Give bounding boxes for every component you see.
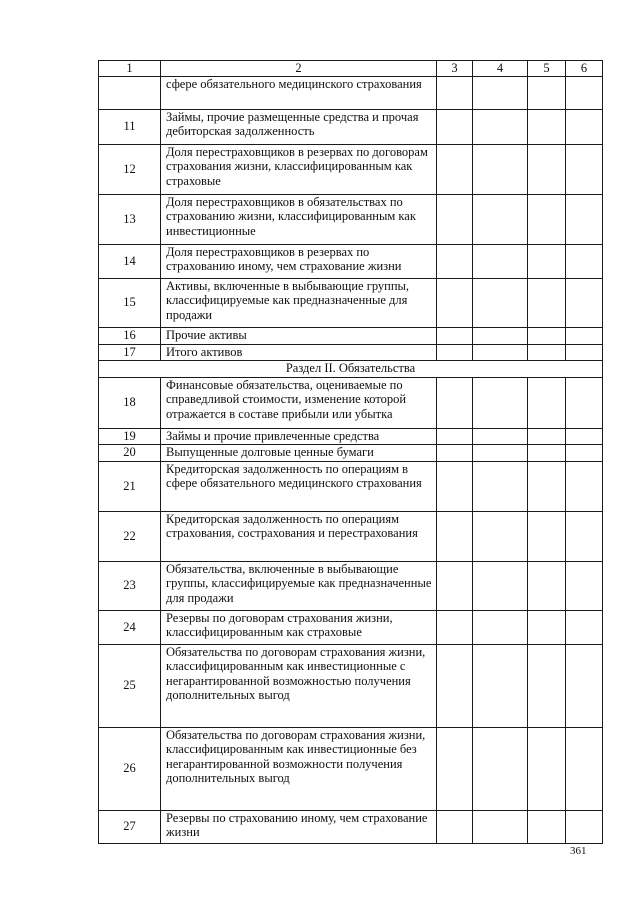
- table-row: [99, 327, 603, 344]
- header-cell-col-4: 4: [473, 61, 528, 77]
- row-number: 20: [99, 444, 161, 461]
- value-cell-col-3: [437, 327, 473, 344]
- row-number: 14: [99, 244, 161, 278]
- value-cell-col-5: [528, 194, 566, 244]
- value-cell-col-3: [437, 144, 473, 194]
- value-cell-col-6: [566, 610, 603, 644]
- value-cell-col-3: [437, 444, 473, 461]
- value-cell-col-6: [566, 278, 603, 327]
- row-number: 15: [99, 278, 161, 327]
- row-label: Выпущенные долговые ценные бумаги: [161, 444, 437, 461]
- value-cell-col-3: [437, 377, 473, 428]
- row-number: 16: [99, 327, 161, 344]
- value-cell-col-4: [473, 461, 528, 511]
- value-cell-col-5: [528, 727, 566, 810]
- row-label: сфере обязательного медицинского страхования: [161, 76, 437, 109]
- table-row: [99, 428, 603, 444]
- value-cell-col-4: [473, 561, 528, 610]
- row-number: 19: [99, 428, 161, 444]
- value-cell-col-3: [437, 610, 473, 644]
- value-cell-col-4: [473, 444, 528, 461]
- row-label: Доля перестраховщиков в обязательствах по страхованию жизни, классифицированным как инвестиционные: [161, 194, 437, 244]
- row-number: 17: [99, 344, 161, 360]
- row-label: Кредиторская задолженность по операциям в сфере обязательного медицинского страхования: [161, 461, 437, 511]
- table-body: [99, 61, 603, 844]
- row-label: Доля перестраховщиков в резервах по страхованию иному, чем страхование жизни: [161, 244, 437, 278]
- value-cell-col-5: [528, 644, 566, 727]
- value-cell-col-5: [528, 278, 566, 327]
- section-row: [99, 360, 603, 377]
- row-number: 22: [99, 511, 161, 561]
- value-cell-col-6: [566, 461, 603, 511]
- value-cell-col-4: [473, 109, 528, 144]
- row-label: Обязательства по договорам страхования жизни, классифицированным как инвестиционные с негарантированной возможностью получения дополнительных выгод: [161, 644, 437, 727]
- value-cell-col-3: [437, 561, 473, 610]
- header-cell-col-2: 2: [161, 61, 437, 77]
- value-cell-col-5: [528, 610, 566, 644]
- value-cell-col-4: [473, 610, 528, 644]
- section-title: Раздел II. Обязательства: [99, 360, 603, 377]
- table-row: [99, 109, 603, 144]
- header-cell-col-5: 5: [528, 61, 566, 77]
- value-cell-col-3: [437, 461, 473, 511]
- row-label: Финансовые обязательства, оцениваемые по справедливой стоимости, изменение которой отражается в составе прибыли или убытка: [161, 377, 437, 428]
- value-cell-col-3: [437, 76, 473, 109]
- value-cell-col-3: [437, 428, 473, 444]
- value-cell-col-4: [473, 727, 528, 810]
- balance-table: [98, 60, 603, 844]
- value-cell-col-6: [566, 76, 603, 109]
- value-cell-col-4: [473, 810, 528, 843]
- value-cell-col-6: [566, 444, 603, 461]
- row-label: Займы, прочие размещенные средства и прочая дебиторская задолженность: [161, 109, 437, 144]
- table-row: [99, 561, 603, 610]
- table-row: [99, 727, 603, 810]
- value-cell-col-5: [528, 344, 566, 360]
- value-cell-col-5: [528, 144, 566, 194]
- value-cell-col-6: [566, 561, 603, 610]
- value-cell-col-6: [566, 344, 603, 360]
- row-label: Резервы по страхованию иному, чем страхование жизни: [161, 810, 437, 843]
- value-cell-col-3: [437, 344, 473, 360]
- value-cell-col-4: [473, 344, 528, 360]
- table-row: [99, 244, 603, 278]
- value-cell-col-4: [473, 511, 528, 561]
- value-cell-col-6: [566, 644, 603, 727]
- value-cell-col-5: [528, 244, 566, 278]
- table-row: [99, 344, 603, 360]
- row-number: 21: [99, 461, 161, 511]
- value-cell-col-6: [566, 428, 603, 444]
- row-number: 23: [99, 561, 161, 610]
- row-number: 27: [99, 810, 161, 843]
- value-cell-col-4: [473, 644, 528, 727]
- value-cell-col-4: [473, 144, 528, 194]
- table-row: [99, 76, 603, 109]
- value-cell-col-6: [566, 511, 603, 561]
- value-cell-col-6: [566, 327, 603, 344]
- row-number: 12: [99, 144, 161, 194]
- header-cell-col-1: 1: [99, 61, 161, 77]
- value-cell-col-4: [473, 327, 528, 344]
- table-row: [99, 444, 603, 461]
- header-row: [99, 61, 603, 77]
- table-row: [99, 644, 603, 727]
- row-label: Обязательства, включенные в выбывающие группы, классифицируемые как предназначенные для продажи: [161, 561, 437, 610]
- header-cell-col-6: 6: [566, 61, 603, 77]
- value-cell-col-4: [473, 244, 528, 278]
- row-label: Резервы по договорам страхования жизни, классифицированным как страховые: [161, 610, 437, 644]
- row-number: 25: [99, 644, 161, 727]
- value-cell-col-6: [566, 244, 603, 278]
- row-label: Прочие активы: [161, 327, 437, 344]
- table-row: [99, 377, 603, 428]
- value-cell-col-4: [473, 76, 528, 109]
- table-row: [99, 461, 603, 511]
- row-number: 11: [99, 109, 161, 144]
- value-cell-col-4: [473, 194, 528, 244]
- value-cell-col-3: [437, 278, 473, 327]
- value-cell-col-4: [473, 278, 528, 327]
- row-number: 24: [99, 610, 161, 644]
- table-row: [99, 610, 603, 644]
- value-cell-col-6: [566, 810, 603, 843]
- table-row: [99, 194, 603, 244]
- value-cell-col-5: [528, 428, 566, 444]
- page-number: 361: [570, 845, 587, 857]
- value-cell-col-5: [528, 109, 566, 144]
- value-cell-col-4: [473, 377, 528, 428]
- value-cell-col-6: [566, 377, 603, 428]
- table-row: [99, 511, 603, 561]
- row-number: 13: [99, 194, 161, 244]
- value-cell-col-3: [437, 810, 473, 843]
- value-cell-col-5: [528, 561, 566, 610]
- value-cell-col-3: [437, 511, 473, 561]
- value-cell-col-3: [437, 644, 473, 727]
- value-cell-col-5: [528, 511, 566, 561]
- value-cell-col-5: [528, 76, 566, 109]
- value-cell-col-3: [437, 194, 473, 244]
- value-cell-col-6: [566, 109, 603, 144]
- value-cell-col-6: [566, 727, 603, 810]
- value-cell-col-5: [528, 461, 566, 511]
- row-label: Доля перестраховщиков в резервах по договорам страхования жизни, классифицированным как страховые: [161, 144, 437, 194]
- value-cell-col-6: [566, 194, 603, 244]
- value-cell-col-5: [528, 377, 566, 428]
- row-label: Кредиторская задолженность по операциям страхования, сострахования и перестрахования: [161, 511, 437, 561]
- row-label: Активы, включенные в выбывающие группы, классифицируемые как предназначенные для продажи: [161, 278, 437, 327]
- table-row: [99, 278, 603, 327]
- value-cell-col-4: [473, 428, 528, 444]
- row-number: 26: [99, 727, 161, 810]
- row-label: Обязательства по договорам страхования жизни, классифицированным как инвестиционные без негарантированной возможности получения дополнительных выгод: [161, 727, 437, 810]
- row-label: Займы и прочие привлеченные средства: [161, 428, 437, 444]
- table-row: [99, 144, 603, 194]
- value-cell-col-3: [437, 109, 473, 144]
- table-row: [99, 810, 603, 843]
- value-cell-col-3: [437, 727, 473, 810]
- row-number: [99, 76, 161, 109]
- row-label: Итого активов: [161, 344, 437, 360]
- value-cell-col-6: [566, 144, 603, 194]
- value-cell-col-3: [437, 244, 473, 278]
- value-cell-col-5: [528, 444, 566, 461]
- header-cell-col-3: 3: [437, 61, 473, 77]
- value-cell-col-5: [528, 327, 566, 344]
- row-number: 18: [99, 377, 161, 428]
- value-cell-col-5: [528, 810, 566, 843]
